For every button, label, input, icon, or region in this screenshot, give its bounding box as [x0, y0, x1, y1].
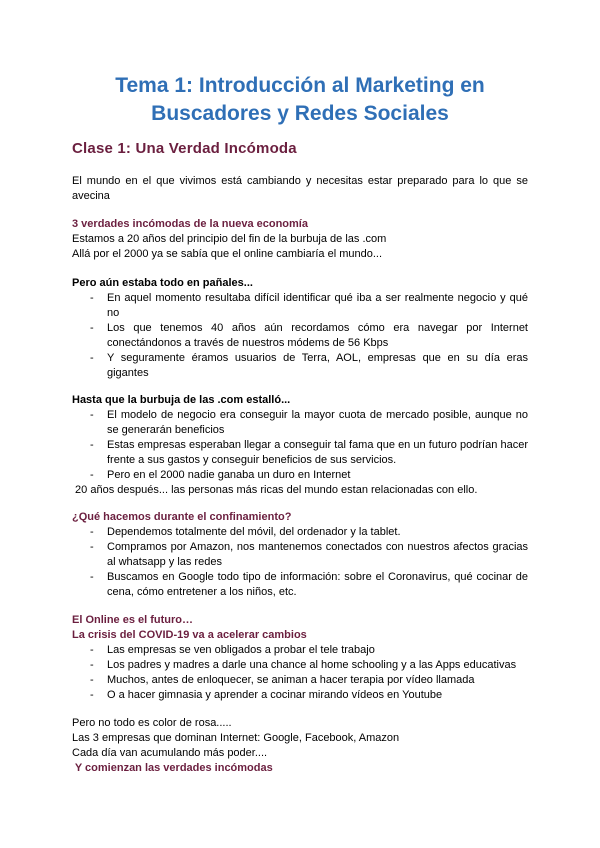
section-heading: 3 verdades incómodas de la nueva economía	[72, 218, 308, 230]
list-item: - Muchos, antes de enloquecer, se animan a hacer terapia por vídeo llamada	[72, 673, 528, 688]
list-item: - O a hacer gimnasia y aprender a cocinar mirando vídeos en Youtube	[72, 688, 528, 703]
bullet-list	[72, 525, 528, 600]
section-heading: ¿Qué hacemos durante el confinamiento?	[72, 511, 292, 523]
list-item: - Buscamos en Google todo tipo de información: sobre el Coronavirus, qué cocinar de cena, cómo entretener a los niños, etc.	[72, 570, 528, 600]
closing-heading: Y comienzan las verdades incómodas	[72, 762, 273, 774]
section-burbuja	[72, 393, 528, 498]
section-after-text: 20 años después... las personas más ricas del mundo estan relacionadas con ello.	[72, 484, 478, 496]
intro-text: El mundo en el que vivimos está cambiando y necesitas estar preparado para lo que se avecina	[72, 175, 528, 202]
section-heading: Hasta que la burbuja de las .com estalló...	[72, 394, 291, 406]
list-item: - Los que tenemos 40 años aún recordamos cómo era navegar por Internet conectándonos a través de nuestros módems de 56 Kbps	[72, 321, 528, 351]
title-line-1: Tema 1: Introducción al Marketing en	[115, 74, 485, 97]
section-panales	[72, 276, 528, 381]
closing-line: Pero no todo es color de rosa.....	[72, 717, 232, 729]
list-item: - En aquel momento resultaba difícil identificar qué iba a ser realmente negocio y qué no	[72, 291, 528, 321]
section-line: Allá por el 2000 ya se sabía que el online cambiaría el mundo...	[72, 248, 383, 260]
bullet-list	[72, 408, 528, 483]
closing-line: Cada día van acumulando más poder....	[72, 747, 268, 759]
bullet-list	[72, 643, 528, 703]
section-confinamiento	[72, 510, 528, 600]
list-item: - Estas empresas esperaban llegar a conseguir tal fama que en un futuro podrían hacer frente a sus gastos y conseguir beneficios de sus servicios.	[72, 438, 528, 468]
list-item: - Los padres y madres a darle una chance al home schooling y a las Apps educativas	[72, 658, 528, 673]
section-3-verdades	[72, 217, 528, 262]
intro-paragraph	[72, 174, 528, 204]
section-line: Estamos a 20 años del principio del fin de la burbuja de las .com	[72, 233, 387, 245]
list-item: - Y seguramente éramos usuarios de Terra, AOL, empresas que en su día eras gigantes	[72, 351, 528, 381]
list-item: - Pero en el 2000 nadie ganaba un duro en Internet	[72, 468, 528, 483]
list-item: - Compramos por Amazon, nos mantenemos conectados con nuestros afectos gracias al whatsapp y las redes	[72, 540, 528, 570]
section-subheading: La crisis del COVID-19 va a acelerar cambios	[72, 629, 307, 641]
title-line-2: Buscadores y Redes Sociales	[151, 102, 449, 125]
list-item: - El modelo de negocio era conseguir la mayor cuota de mercado posible, aunque no se generarán beneficios	[72, 408, 528, 438]
section-heading: El Online es el futuro…	[72, 614, 194, 626]
section-closing	[72, 716, 528, 776]
section-heading: Pero aún estaba todo en pañales...	[72, 277, 253, 289]
section-online-futuro	[72, 613, 528, 703]
bullet-list	[72, 291, 528, 381]
class-heading: Clase 1: Una Verdad Incómoda	[72, 140, 297, 157]
page-title	[60, 72, 540, 128]
list-item: - Dependemos totalmente del móvil, del ordenador y la tablet.	[72, 525, 528, 540]
list-item: - Las empresas se ven obligados a probar el tele trabajo	[72, 643, 528, 658]
closing-line: Las 3 empresas que dominan Internet: Google, Facebook, Amazon	[72, 732, 400, 744]
